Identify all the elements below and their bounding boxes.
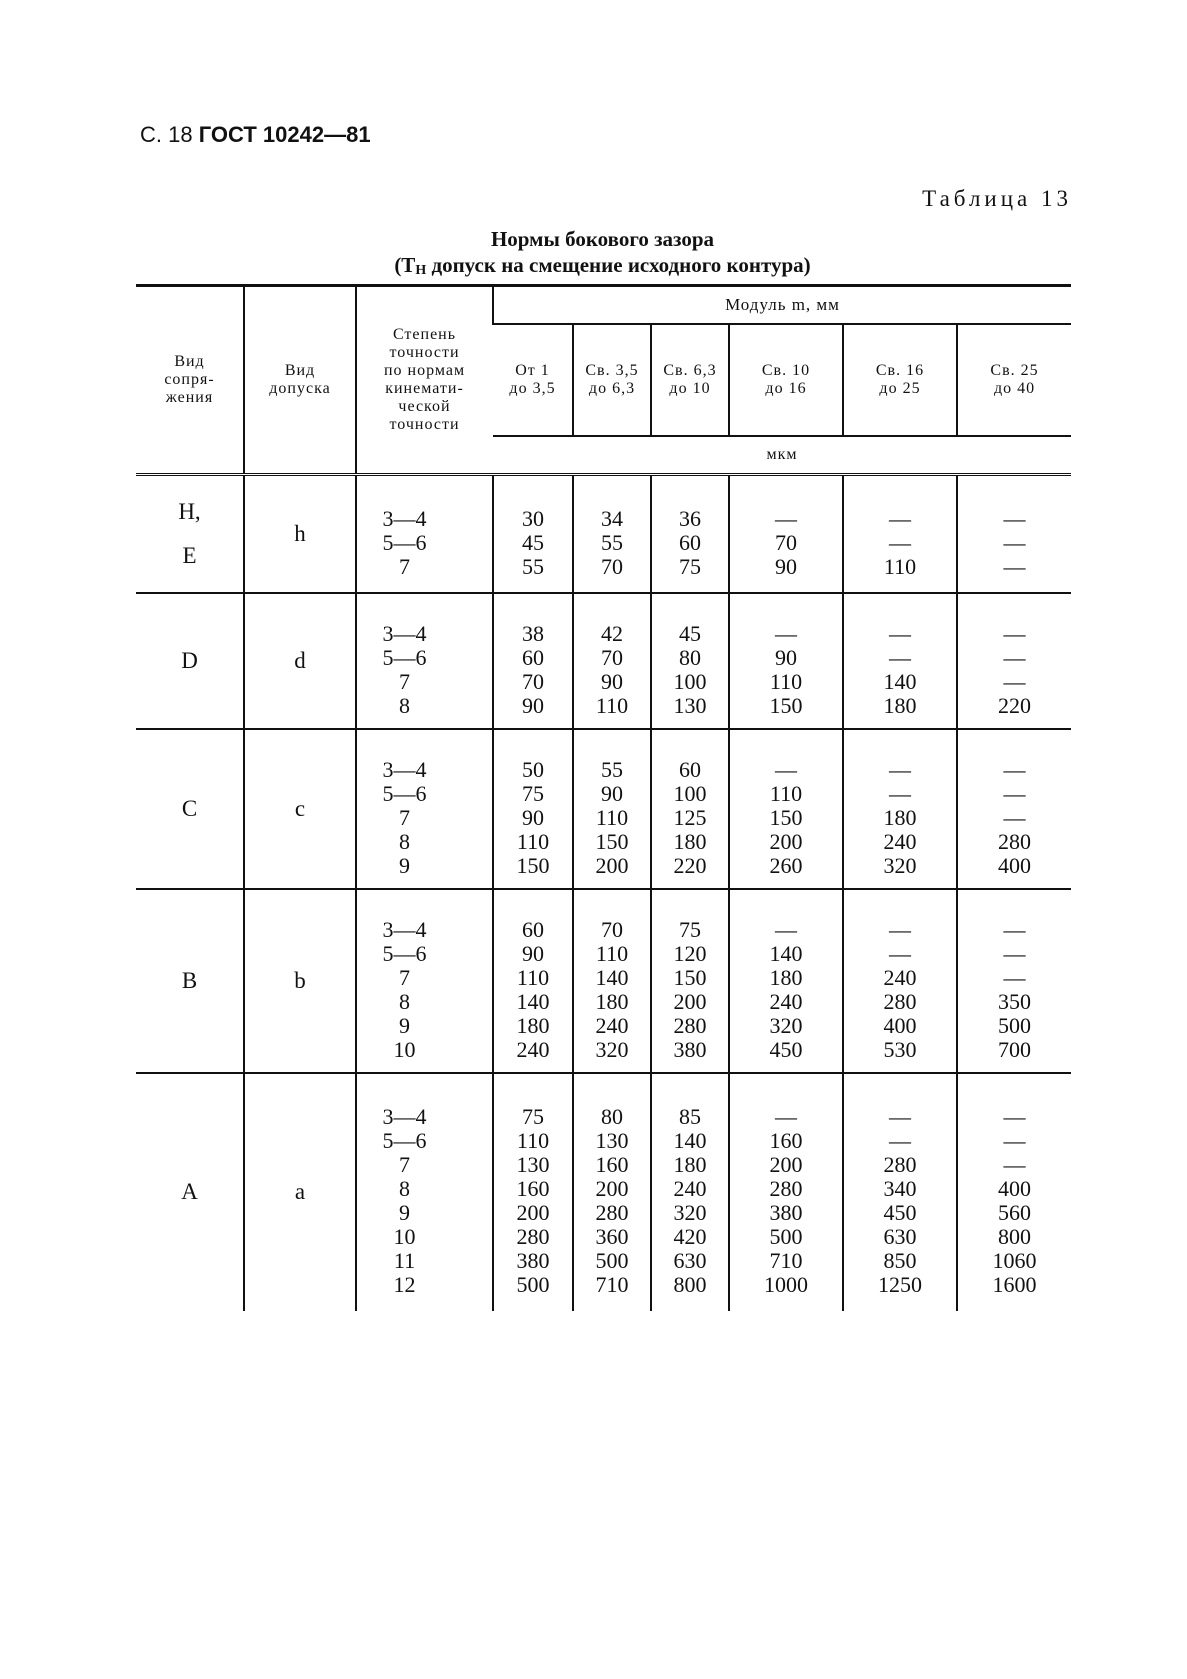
title-line-1: Нормы бокового зазора [490,227,715,251]
value-cell: — — — 220 [957,593,1071,729]
value-cell: — 140 180 240 320 450 [729,889,843,1073]
value-cell: 50 75 90 110 150 [493,729,573,889]
table-row [136,593,1071,729]
value-cell: — — — 400 560 800 1060 1600 [957,1073,1071,1311]
value-cell: — — 280 340 450 630 850 1250 [843,1073,957,1311]
unit-label: мкм [493,436,1071,475]
value-cell: — — 140 180 [843,593,957,729]
vid-sopryazheniya-cell: C [136,729,244,889]
value-cell: 85 140 180 240 320 420 630 800 [651,1073,729,1311]
vid-sopryazheniya-cell: A [136,1073,244,1311]
col-module-1: От 1 до 3,5 [509,362,556,397]
value-cell: — — 240 280 400 530 [843,889,957,1073]
value-cell: — — — 280 400 [957,729,1071,889]
value-cell: — — — [957,475,1071,593]
value-cell: — 160 200 280 380 500 710 1000 [729,1073,843,1311]
vid-dopuska-cell: b [244,889,356,1073]
col-stepen-tochnosti: Степень точности по нормам кинемати- ческой точности [356,286,493,475]
vid-sopryazheniya-cell: B [136,889,244,1073]
standard-code: ГОСТ 10242—81 [198,122,371,147]
vid-dopuska-cell: c [244,729,356,889]
col-module-4: Св. 10 до 16 [729,324,843,436]
col-module-5: Св. 16 до 25 [843,324,957,436]
col-modul: Модуль m, мм [493,286,1071,325]
col-module-3: Св. 6,3 до 10 [651,324,729,436]
value-cell: 55 90 110 150 200 [573,729,651,889]
value-cell: 60 90 110 140 180 240 [493,889,573,1073]
value-cell: 60 100 125 180 220 [651,729,729,889]
value-cell: — 110 150 200 260 [729,729,843,889]
vid-sopryazheniya-cell: H, E [136,475,244,593]
table-row [136,889,1071,1073]
col-module-6: Св. 25 до 40 [957,324,1071,436]
degree-cell: 3—4 5—6 7 8 9 [356,729,493,889]
value-cell: 38 60 70 90 [493,593,573,729]
vid-dopuska-cell: h [244,475,356,593]
vid-sopryazheniya-cell: D [136,593,244,729]
page-header [140,122,371,148]
page-number: С. 18 [140,122,193,147]
table-row [136,475,1071,593]
value-cell: — 90 110 150 [729,593,843,729]
value-cell: — — 180 240 320 [843,729,957,889]
value-cell: 70 110 140 180 240 320 [573,889,651,1073]
degree-cell: 3—4 5—6 7 8 [356,593,493,729]
vid-dopuska-cell: d [244,593,356,729]
value-cell: 75 110 130 160 200 280 380 500 [493,1073,573,1311]
value-cell: 45 80 100 130 [651,593,729,729]
value-cell: — 70 90 [729,475,843,593]
col-module-2: Св. 3,5 до 6,3 [573,324,651,436]
vid-dopuska-cell: a [244,1073,356,1311]
value-cell: — — 110 [843,475,957,593]
table-row [136,1073,1071,1311]
degree-cell: 3—4 5—6 7 8 9 10 [356,889,493,1073]
col-vid-sopryazheniya: Вид сопря- жения [164,353,215,406]
value-cell: — — — 350 500 700 [957,889,1071,1073]
value-cell: 42 70 90 110 [573,593,651,729]
degree-cell: 3—4 5—6 7 8 9 10 11 12 [356,1073,493,1311]
table-number: Таблица 13 [922,186,1072,211]
table-title [135,226,1070,284]
value-cell: 75 120 150 200 280 380 [651,889,729,1073]
value-cell: 80 130 160 200 280 360 500 710 [573,1073,651,1311]
col-vid-dopuska: Вид допуска [244,286,356,475]
value-cell: 34 55 70 [573,475,651,593]
value-cell: 30 45 55 [493,475,573,593]
gap-norms-table [136,284,1071,1311]
title-line-2: (TH допуск на смещение исходного контура) [394,253,811,278]
table-row [136,729,1071,889]
degree-cell: 3—4 5—6 7 [356,475,493,593]
value-cell: 36 60 75 [651,475,729,593]
